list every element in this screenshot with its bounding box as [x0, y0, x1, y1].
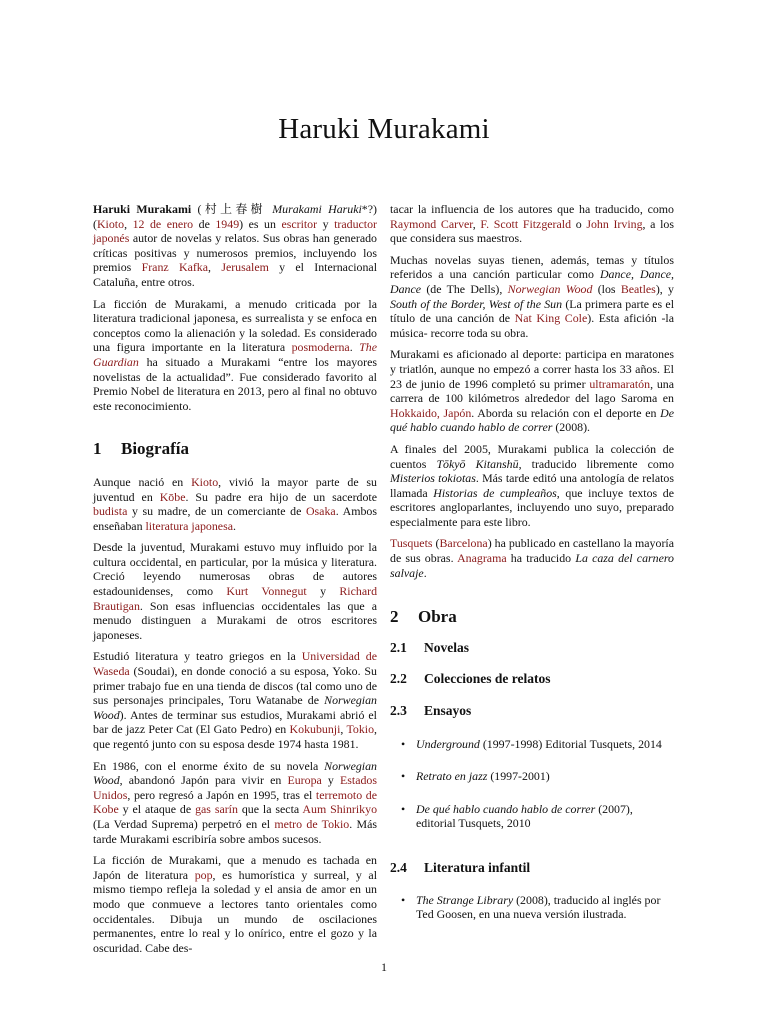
bio-paragraph-4 [93, 759, 377, 847]
page-title: Haruki Murakami [278, 113, 490, 145]
link-aum-shinrikyo[interactable]: Aum Shinrikyo [302, 802, 378, 817]
link-kioto-2[interactable]: Kioto [191, 474, 219, 489]
text: ha situado a Murakami “entre los mayores novelistas de la actualidad”. Fue considerado favorito al Premio Nobel de literatura en 2013, pero al final no obtuvo este reconocimiento. [93, 354, 377, 413]
text: ha traducido [506, 551, 576, 566]
link-kokubunji[interactable]: Kokubunji [289, 722, 341, 737]
link-birth-date[interactable]: 12 de enero [132, 216, 194, 231]
right-paragraph-1 [390, 202, 674, 246]
text: *?) ( [93, 202, 377, 231]
infantil-list [390, 893, 674, 922]
link-universidad-waseda[interactable]: Universidad de Waseda [93, 649, 377, 679]
text: (2008). [552, 420, 591, 435]
title-norwegian-wood-2: Norwegian Wood [93, 758, 377, 788]
section-heading-obra [390, 607, 674, 627]
link-jerusalem[interactable]: Jerusalem [221, 260, 269, 275]
link-escritor[interactable]: escritor [281, 216, 318, 231]
text: y su madre, de un comerciante de [127, 504, 306, 519]
text: (los [592, 281, 621, 296]
intro-paragraph-2 [93, 297, 377, 414]
text: y [321, 773, 340, 788]
text: (de The Dells), [421, 281, 508, 296]
right-column [390, 202, 674, 922]
subsection-heading-novelas [390, 641, 674, 656]
link-beatles[interactable]: Beatles [620, 281, 656, 296]
section-title: Obra [418, 607, 457, 627]
bio-paragraph-5 [93, 853, 377, 955]
subsection-heading-ensayos [390, 704, 674, 719]
text: , una carrera de 100 kilómetros alrededor del lago Saroma en [390, 376, 674, 406]
text: Desde la juventud, Murakami estuvo muy influido por la cultura occidental, en particular, por la música y literatura. Creció leyendo numerosas obras de autores estadounidenses, como [93, 540, 377, 599]
text: (Soudai), en donde conoció a su esposa, Yoko. Su primer trabajo fue en una tienda de discos (tal como uno de sus personajes principales, Toru Watanabe de [93, 664, 377, 708]
item-title: Underground [416, 736, 480, 751]
bullet-icon: • [401, 736, 406, 751]
list-item [390, 769, 674, 784]
text: , a los que considera sus maestros. [390, 216, 674, 246]
text: . [423, 565, 427, 580]
link-estados-unidos[interactable]: Estados Unidos [93, 773, 377, 802]
text: . Su padre era hijo de un sacerdote [185, 489, 378, 504]
subsection-number: 2.1 [390, 639, 407, 655]
link-terremoto-kobe[interactable]: terremoto de Kobe [93, 787, 378, 817]
text: La ficción de Murakami, que a menudo es tachada en Japón de literatura [93, 853, 377, 882]
bullet-icon: • [401, 769, 406, 784]
bio-paragraph-1 [93, 475, 377, 533]
link-the-guardian[interactable]: The Guardian [93, 340, 378, 369]
text: , [340, 722, 347, 737]
text: , [472, 216, 481, 231]
text: , [124, 216, 133, 231]
link-literatura-japonesa[interactable]: literatura japonesa [145, 518, 233, 533]
text: , que regentó junto con su esposa desde 1974 hasta 1981. [93, 722, 378, 751]
right-paragraph-3 [390, 347, 674, 435]
list-item [390, 737, 674, 752]
text: Estudió literatura y teatro griegos en la [93, 649, 302, 664]
link-ultramaraton[interactable]: ultramaratón [589, 376, 651, 391]
text: , que incluye textos de escritores angloparlantes, incluyendo uno suyo, preparado especialmente para este libro. [390, 485, 674, 529]
link-raymond-carver[interactable]: Raymond Carver [390, 216, 473, 231]
subsection-title: Literatura infantil [424, 860, 531, 875]
text: o [571, 216, 587, 231]
link-tokio[interactable]: Tokio [346, 722, 375, 737]
text: . Más tarde Murakami escribiría sobre ambos sucesos. [93, 816, 377, 846]
title-misterios-tokiotas: Misterios tokiotas [390, 471, 476, 486]
text: ). Esta afición -la música- recorre toda su obra. [390, 311, 674, 340]
title-historias-cumpleanos: Historias de cumpleaños [433, 485, 557, 500]
link-nat-king-cole[interactable]: Nat King Cole [514, 311, 588, 326]
text: autor de novelas y relatos. Sus obras han generado críticas positivas y numerosos premios, incluyendo los premios [93, 231, 377, 275]
link-richard-brautigan[interactable]: Richard Brautigan [93, 584, 378, 613]
link-traductor[interactable]: traductor japonés [93, 216, 377, 246]
text: ) es un [239, 216, 282, 231]
subsection-title: Novelas [424, 639, 469, 655]
bio-paragraph-3 [93, 649, 377, 751]
item-detail: (2008), traducido al inglés por Ted Goosen, en una nueva versión ilustrada. [416, 892, 661, 922]
text: (La Verdad Suprema) perpetró en el [93, 816, 275, 831]
text: . [233, 518, 236, 533]
text: y el Internacional Cataluña, entre otros. [93, 260, 378, 289]
item-title: De qué hablo cuando hablo de correr [416, 801, 596, 816]
text: Muchas novelas suyas tienen, además, temas y títulos referidos a una canción particular como [390, 252, 674, 282]
ensayos-list [390, 737, 674, 831]
title-caza-carnero: La caza del carnero salvaje [390, 551, 674, 580]
text: Aunque nació en [93, 474, 192, 489]
link-osaka[interactable]: Osaka [305, 504, 336, 519]
link-budista[interactable]: budista [93, 504, 128, 519]
text: y [306, 584, 340, 599]
subsection-number: 2.3 [390, 703, 407, 719]
link-tusquets[interactable]: Tusquets [390, 536, 433, 551]
text: , es humorística y surreal, y al mismo tiempo refleja la soledad y el ansia de amor en un modo que conmueve a lectores tanto orientales como occidentales. Dibuja un mundo de oscilaciones permanentes, entre lo real y lo onírico, entre el gozo y la oscuridad. Cabe des- [93, 867, 377, 955]
left-column [93, 202, 377, 962]
text: . [349, 340, 360, 355]
title-norwegian-wood: Norwegian Wood [93, 693, 377, 722]
subsection-number: 2.2 [390, 671, 407, 687]
title-south-of-border: South of the Border, West of the Sun [390, 296, 563, 311]
bullet-icon: • [401, 892, 406, 907]
text: Murakami es aficionado al deporte: participa en maratones y triatlón, aunque no empezó a correr hasta los 33 años. El 23 de junio de 1996 completó su primer [390, 347, 674, 391]
text: ( [191, 202, 202, 216]
item-detail: (2007), editorial Tusquets, 2010 [416, 801, 633, 831]
bio-paragraph-2 [93, 540, 377, 642]
link-posmoderna[interactable]: posmoderna [291, 340, 350, 355]
subject-name: Haruki Murakami [93, 202, 192, 216]
text: , vivió la mayor parte de su juventud en [93, 474, 377, 504]
page-number: 1 [381, 960, 387, 974]
link-anagrama[interactable]: Anagrama [457, 551, 507, 566]
kanji-name: 村上春樹 [201, 202, 266, 216]
subsection-number: 2.4 [390, 860, 407, 875]
list-item [390, 802, 674, 831]
title-tokyo-kitanshu: Tōkyō Kitanshū [436, 456, 519, 471]
text: A finales del 2005, Murakami publica la colección de cuentos [390, 441, 674, 471]
text: y [317, 216, 335, 231]
text: ( [432, 536, 440, 551]
text: , pero regresó a Japón en 1995, tras el [127, 787, 316, 802]
link-barcelona[interactable]: Barcelona [439, 536, 488, 551]
text: que la secta [237, 802, 303, 817]
subsection-heading-literatura-infantil [390, 861, 674, 876]
link-kurt-vonnegut[interactable]: Kurt Vonnegut [226, 584, 307, 599]
link-pop[interactable]: pop [194, 867, 213, 882]
text: de [193, 216, 216, 231]
right-paragraph-2 [390, 253, 674, 341]
text: En 1986, con el enorme éxito de su novela [93, 758, 325, 773]
text: y el ataque de [118, 802, 196, 817]
bullet-icon: • [401, 801, 406, 816]
text: , [208, 260, 222, 275]
text: , traducido libremente como [518, 456, 675, 471]
item-detail: (1997-2001) [487, 769, 550, 784]
title-de-que-hablo: De qué hablo cuando hablo de correr [390, 405, 674, 435]
text: La ficción de Murakami, a menudo criticada por la literatura tradicional japonesa, es surrealista y se enfoca en conceptos como la alienación y la soledad. Es considerado una figura importante en la literatura [93, 296, 377, 355]
title-dance-dance-dance: Dance, Dance, Dance [390, 267, 674, 296]
intro-paragraph-1 [93, 202, 377, 290]
text: ). Antes de terminar sus estudios, Murakami abrió el bar de jazz Peter Cat (El Gato Pedro) en [93, 707, 377, 737]
link-metro-tokio[interactable]: metro de Tokio [274, 816, 350, 831]
link-norwegian-wood[interactable]: Norwegian Wood [507, 281, 593, 296]
section-title: Biografía [121, 439, 189, 459]
text: ) ha publicado en castellano la mayoría de sus obras. [390, 536, 674, 566]
link-gas-sarin[interactable]: gas sarín [195, 802, 238, 817]
item-detail: (1997-1998) Editorial Tusquets, 2014 [479, 736, 662, 751]
item-title: Retrato en jazz [416, 769, 488, 784]
link-scott-fitzgerald[interactable]: F. Scott Fitzgerald [480, 216, 572, 231]
text: , abandonó Japón para vivir en [119, 773, 288, 788]
item-title: The Strange Library [416, 892, 514, 907]
text: . Son esas influencias occidentales las que a menudo distinguen a Murakami de otros escritores japoneses. [93, 598, 377, 642]
text: tacar la influencia de los autores que ha traducido, como [390, 202, 674, 216]
link-kioto[interactable]: Kioto [96, 216, 125, 231]
section-heading-biografia [93, 439, 377, 459]
text: ), y [655, 281, 674, 296]
link-franz-kafka[interactable]: Franz Kafka [141, 260, 209, 275]
text: (La primera parte es el título de una canción de [390, 296, 674, 326]
right-paragraph-5 [390, 536, 674, 580]
right-paragraph-4 [390, 442, 674, 530]
list-item [390, 893, 674, 922]
link-birth-year[interactable]: 1949 [215, 216, 240, 231]
link-hokkaido[interactable]: Hokkaido, Japón [390, 405, 472, 420]
romaji-name: Murakami Haruki [272, 202, 362, 216]
section-number: 1 [93, 439, 102, 459]
text: . Aborda su relación con el deporte en [471, 405, 661, 420]
text: . Ambos enseñaban [93, 504, 377, 533]
link-john-irving[interactable]: John Irving [586, 216, 643, 231]
link-kobe[interactable]: Kōbe [159, 489, 186, 504]
subsection-title: Ensayos [424, 703, 472, 719]
subsection-heading-colecciones [390, 672, 674, 687]
section-number: 2 [390, 607, 399, 627]
text: . Más tarde editó una antología de relatos llamada [390, 471, 674, 500]
subsection-title: Colecciones de relatos [424, 671, 551, 687]
link-europa[interactable]: Europa [287, 773, 322, 788]
